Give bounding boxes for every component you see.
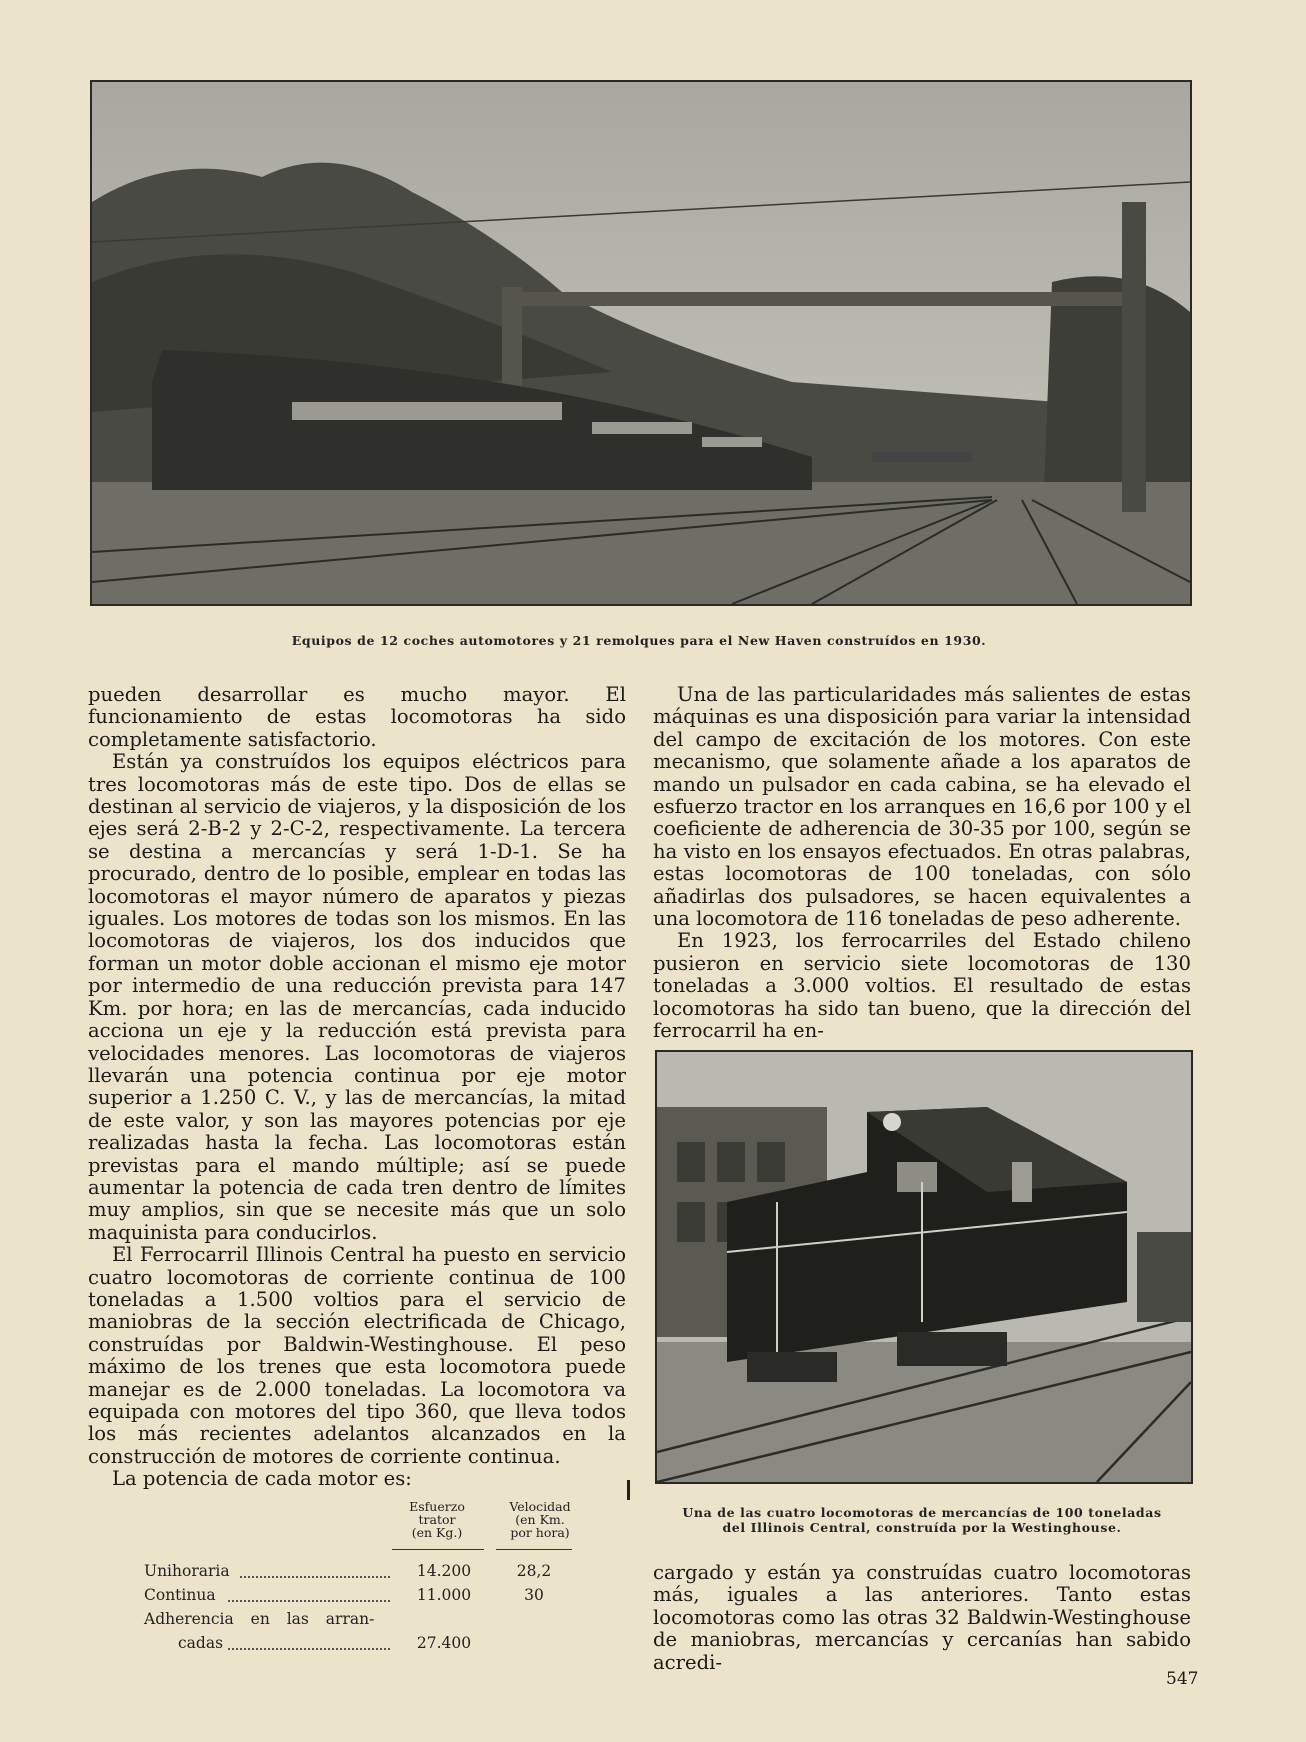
left-column [88,684,626,1491]
row-label-line1: Adherencia en las arran- [144,1610,375,1628]
right-paragraph-3: cargado y están ya construídas cuatro locomotoras más, iguales a las anteriores. Tanto estas locomotoras como las otras 32 Baldwin-Westinghouse de maniobras, mercancías y cercanías han sabido acredi- [653,1561,1191,1674]
header-velocidad-line3: por hora) [510,1525,570,1540]
locomotive-photo [655,1050,1193,1484]
table-row [144,1634,574,1656]
right-photo-caption [652,1505,1192,1535]
header-esfuerzo-line1: Esfuerzo [409,1499,465,1514]
left-paragraph-4: La potencia de cada motor es: [112,1467,412,1491]
row-esfuerzo: 27.400 [416,1634,472,1652]
row-esfuerzo: 14.200 [416,1562,472,1580]
table-header [144,1500,574,1550]
header-esfuerzo [392,1500,482,1539]
top-photo-caption: Equipos de 12 coches automotores y 21 remolques para el New Haven construídos en 1930. [291,633,987,648]
column-gutter-mark [627,1480,630,1500]
right-caption-line2: del Illinois Central, construída por la Westinghouse. [722,1520,1122,1535]
dot-leader [228,1648,390,1650]
right-column-bottom [653,1562,1191,1674]
header-velocidad [498,1500,582,1539]
train-photo [90,80,1192,606]
table-row [144,1586,574,1608]
page-number: 547 [1166,1669,1199,1689]
locomotive-photo-illustration [657,1052,1191,1482]
row-velocidad: 28,2 [516,1562,552,1580]
row-esfuerzo: 11.000 [416,1586,472,1604]
left-paragraph-2: Están ya construídos los equipos eléctricos para tres locomotoras más de este tipo. Dos de ellas se destinan al servicio de viajeros, y la disposición de los ejes será 2-B-2 y 2-C-2, respectivamente. La tercera se destina a mercancías y será 1-D-1. Se ha procurado, dentro de lo posible, emplear en todas las locomotoras el mayor número de aparatos y piezas iguales. Los motores de todas son los mismos. En las locomotoras de viajeros, los dos inducidos que forman un motor doble accionan el mismo eje motor por intermedio de una reducción prevista para 147 Km. por hora; en las de mercancías, cada inducido acciona un eje y la reducción está prevista para velocidades menores. Las locomotoras de viajeros llevarán una potencia continua por eje motor superior a 1.250 C. V., y las de mercancías, la mitad de este valor, y son las mayores potencias por eje realizadas hasta la fecha. Las locomotoras están previstas para el mando múltiple; así se puede aumentar la potencia de cada tren dentro de límites muy amplios, sin que se necesite más que un solo maquinista para conducirlos. [88,750,626,1244]
train-photo-illustration [92,82,1190,604]
header-esfuerzo-line3: (en Kg.) [411,1525,463,1540]
row-label: Continua [144,1586,216,1604]
table-row [144,1562,574,1584]
right-paragraph-1: Una de las particularidades más salientes de estas máquinas es una disposición para variar la intensidad del campo de excitación de los motores. Con este mecanismo, que solamente añade a los aparatos de mando un pulsador en cada cabina, se ha elevado el esfuerzo tractor en los arranques en 16,6 por 100 y el coeficiente de adherencia de 30-35 por 100, según se ha visto en los ensayos efectuados. En otras palabras, estas locomotoras de 100 toneladas, con sólo añadirlas dos pulsadores, se hacen equivalentes a una locomotora de 116 toneladas de peso adherente. [653,683,1191,931]
right-caption-line1: Una de las cuatro locomotoras de mercancías de 100 toneladas [682,1505,1162,1520]
row-label: cadas [178,1634,224,1652]
table-row [144,1610,574,1632]
dot-leader [228,1600,390,1602]
left-paragraph-1: pueden desarrollar es mucho mayor. El funcionamiento de estas locomotoras ha sido completamente satisfactorio. [88,683,626,751]
header-velocidad-line2: (en Km. [515,1512,565,1527]
right-column-top [653,684,1191,1043]
header-esfuerzo-line2: trator [418,1512,456,1527]
header-velocidad-line1: Velocidad [509,1499,571,1514]
left-paragraph-3: El Ferrocarril Illinois Central ha puesto en servicio cuatro locomotoras de corriente continua de 100 toneladas a 1.500 voltios para el servicio de maniobras de la sección electrificada de Chicago, construídas por Baldwin-Westinghouse. El peso máximo de los trenes que esta locomotora puede manejar es de 2.000 toneladas. La locomotora va equipada con motores del tipo 360, que lleva todos los más recientes adelantos alcanzados en la construcción de motores de corriente continua. [88,1243,626,1468]
row-velocidad: 30 [524,1586,544,1604]
header-rule [392,1549,484,1550]
header-rule [496,1549,572,1550]
row-label: Unihoraria [144,1562,230,1580]
dot-leader [240,1576,390,1578]
right-paragraph-2: En 1923, los ferrocarriles del Estado chileno pusieron en servicio siete locomotoras de 130 toneladas a 3.000 voltios. El resultado de estas locomotoras ha sido tan bueno, que la dirección del ferrocarril ha en- [653,929,1191,1043]
